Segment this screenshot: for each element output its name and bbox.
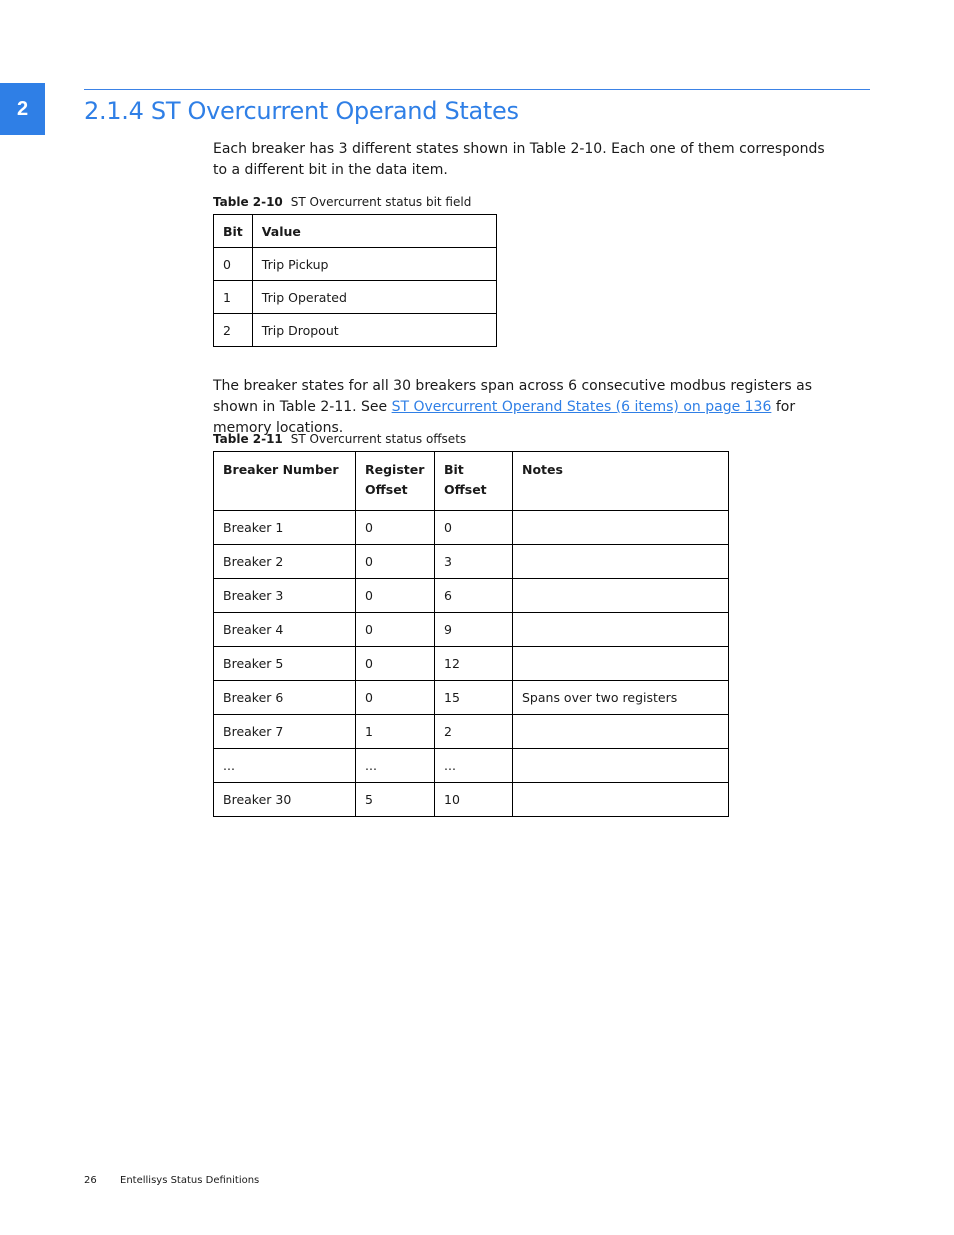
table-row [214,613,729,647]
table-cell [513,511,729,545]
status-offsets-table [213,451,729,817]
table-row [214,314,497,347]
table-cell: 6 [435,579,513,613]
table1-caption-text: ST Overcurrent status bit field [290,195,472,209]
table2-caption-label: Table 2-11 [213,432,283,446]
table-cell: Breaker 1 [214,511,356,545]
table-row [214,545,729,579]
bit-field-table [213,214,497,347]
table-cell: Breaker 2 [214,545,356,579]
table-cell: ... [214,749,356,783]
table-cell [513,579,729,613]
table-cell: 10 [435,783,513,817]
table-cell: 0 [356,613,435,647]
table1-caption [213,195,471,209]
table2-caption-text: ST Overcurrent status offsets [290,432,467,446]
header-rule [84,89,870,90]
table-row [214,281,497,314]
table2-caption [213,432,466,446]
cross-reference-link[interactable]: ST Overcurrent Operand States (6 items) on page 136 [391,399,772,415]
table-cell [513,647,729,681]
table-cell: Trip Pickup [252,248,496,281]
chapter-tab: 2 [0,83,45,135]
table-cell: 2 [214,314,253,347]
table-cell: 0 [356,647,435,681]
table-cell: 0 [356,681,435,715]
table-header-row [214,215,497,248]
offsets-paragraph [213,376,849,439]
table1-caption-label: Table 2-10 [213,195,283,209]
table-cell: 12 [435,647,513,681]
column-header: Bit [214,215,253,248]
table-row [214,783,729,817]
table-cell: 0 [435,511,513,545]
column-header: Bit Offset [435,452,513,511]
table-row [214,579,729,613]
table-cell [513,715,729,749]
column-header: Value [252,215,496,248]
table-cell: Breaker 3 [214,579,356,613]
table-cell: 1 [214,281,253,314]
table-cell: Trip Dropout [252,314,496,347]
table-cell: Breaker 30 [214,783,356,817]
column-header: Breaker Number [214,452,356,511]
table-cell: 0 [356,545,435,579]
table-row [214,681,729,715]
table-cell: Breaker 5 [214,647,356,681]
table-cell: Breaker 4 [214,613,356,647]
table-cell: 0 [356,579,435,613]
table-cell: 1 [356,715,435,749]
table-cell: 5 [356,783,435,817]
table-cell: Breaker 7 [214,715,356,749]
table-cell: 3 [435,545,513,579]
table-cell: 2 [435,715,513,749]
table-cell [513,749,729,783]
table-row [214,647,729,681]
table-row [214,715,729,749]
table-cell: 0 [356,511,435,545]
intro-paragraph: Each breaker has 3 different states shown in Table 2-10. Each one of them corresponds to a different bit in the data item. [213,141,825,178]
table-cell: 15 [435,681,513,715]
table-cell: 0 [214,248,253,281]
table-cell: Spans over two registers [513,681,729,715]
table-cell: 9 [435,613,513,647]
column-header: Register Offset [356,452,435,511]
column-header: Notes [513,452,729,511]
table-row [214,248,497,281]
table-cell: Trip Operated [252,281,496,314]
page-number: 26 [84,1175,97,1186]
paragraph-text: for memory locations. [213,399,796,436]
footer-doc-title: Entellisys Status Definitions [120,1175,260,1186]
table-cell: ... [435,749,513,783]
table-cell: ... [356,749,435,783]
table-cell [513,613,729,647]
table-row [214,511,729,545]
table-cell: Breaker 6 [214,681,356,715]
table-row [214,749,729,783]
table-header-row [214,452,729,511]
table-cell [513,783,729,817]
table-cell [513,545,729,579]
section-title: 2.1.4 ST Overcurrent Operand States [84,97,519,125]
paragraph-text: The breaker states for all 30 breakers span across 6 consecutive modbus registers as shown in Table 2-11. See [213,378,812,415]
